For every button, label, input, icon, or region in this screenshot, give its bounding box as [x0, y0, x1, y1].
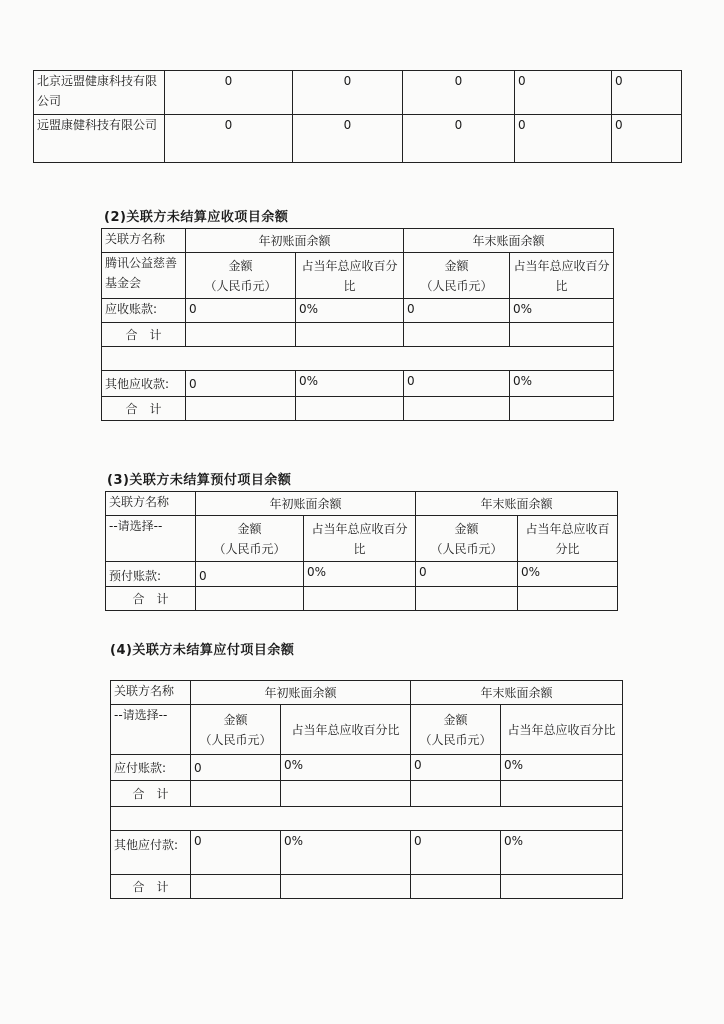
row-label: 其他应付款: — [111, 831, 191, 875]
start-balance-header: 年初账面余额 — [186, 229, 404, 253]
table-header-row — [102, 229, 614, 253]
value-cell: 0 — [404, 299, 510, 323]
table-spacer-row — [102, 347, 614, 371]
payables-table — [110, 680, 623, 899]
total-label: 合 计 — [111, 781, 191, 807]
value-cell — [304, 587, 416, 611]
amount-label: 金额 — [444, 258, 469, 273]
currency-label: （人民币元） — [213, 541, 286, 556]
table-header-row — [106, 492, 618, 516]
amount-header — [416, 516, 518, 562]
table-subheader-row — [102, 253, 614, 299]
start-balance-header: 年初账面余额 — [191, 681, 411, 705]
currency-label: （人民币元） — [199, 732, 272, 747]
value-cell: 0 — [612, 71, 682, 115]
value-cell: 0% — [518, 562, 618, 587]
party-select[interactable]: --请选择-- — [111, 705, 191, 755]
value-cell: 0 — [293, 115, 403, 163]
value-cell: 0 — [186, 371, 296, 397]
prepayments-table — [105, 491, 618, 611]
value-cell: 0 — [293, 71, 403, 115]
value-cell — [296, 397, 404, 421]
end-balance-header: 年末账面余额 — [404, 229, 614, 253]
value-cell: 0 — [191, 831, 281, 875]
value-cell — [518, 587, 618, 611]
value-cell — [411, 781, 501, 807]
total-label: 合 计 — [111, 875, 191, 899]
party-select[interactable]: --请选择-- — [106, 516, 196, 562]
party-name-cell: 远盟康健科技有限公司 — [34, 115, 165, 163]
table-row — [102, 299, 614, 323]
value-cell: 0 — [411, 755, 501, 781]
amount-label: 金额 — [228, 258, 253, 273]
table-row — [34, 71, 682, 115]
table-header-row — [111, 681, 623, 705]
currency-label: （人民币元） — [204, 278, 277, 293]
amount-label: 金额 — [454, 521, 479, 536]
amount-header — [186, 253, 296, 299]
value-cell — [196, 587, 304, 611]
value-cell: 0% — [296, 371, 404, 397]
row-label: 应收账款: — [102, 299, 186, 323]
value-cell: 0% — [304, 562, 416, 587]
value-cell: 0% — [510, 299, 614, 323]
value-cell — [404, 323, 510, 347]
section-title-receivables: (2)关联方未结算应收项目余额 — [104, 210, 289, 225]
value-cell: 0% — [281, 831, 411, 875]
related-party-transactions-table — [33, 70, 682, 163]
amount-header — [191, 705, 281, 755]
party-name-cell: 北京远盟健康科技有限公司 — [34, 71, 165, 115]
table-row — [106, 562, 618, 587]
value-cell: 0% — [501, 831, 623, 875]
value-cell: 0 — [191, 755, 281, 781]
value-cell — [501, 875, 623, 899]
value-cell — [510, 397, 614, 421]
amount-label: 金额 — [443, 712, 468, 727]
party-name-value: 腾讯公益慈善基金会 — [102, 253, 186, 299]
row-label: 应付账款: — [111, 755, 191, 781]
party-name-header: 关联方名称 — [102, 229, 186, 253]
percentage-header: 占当年总应收百分比 — [281, 705, 411, 755]
percentage-header: 占当年总应收百分比 — [304, 516, 416, 562]
value-cell: 0 — [165, 71, 293, 115]
value-cell: 0% — [510, 371, 614, 397]
value-cell — [411, 875, 501, 899]
value-cell: 0% — [296, 299, 404, 323]
table-total-row — [106, 587, 618, 611]
table-subheader-row — [111, 705, 623, 755]
value-cell — [191, 781, 281, 807]
section-title-prepayments: (3)关联方未结算预付项目余额 — [107, 473, 292, 488]
table-row — [34, 115, 682, 163]
percentage-header: 占当年总应收百分比 — [518, 516, 618, 562]
amount-header — [196, 516, 304, 562]
value-cell: 0 — [411, 831, 501, 875]
value-cell — [510, 323, 614, 347]
table-total-row — [111, 781, 623, 807]
total-label: 合 计 — [102, 397, 186, 421]
party-name-header: 关联方名称 — [106, 492, 196, 516]
amount-label: 金额 — [223, 712, 248, 727]
percentage-header: 占当年总应收百分比 — [510, 253, 614, 299]
table-spacer-row — [111, 807, 623, 831]
value-cell: 0 — [186, 299, 296, 323]
start-balance-header: 年初账面余额 — [196, 492, 416, 516]
end-balance-header: 年末账面余额 — [416, 492, 618, 516]
table-row — [111, 831, 623, 875]
currency-label: （人民币元） — [430, 541, 503, 556]
value-cell — [191, 875, 281, 899]
value-cell: 0 — [196, 562, 304, 587]
value-cell: 0 — [515, 71, 612, 115]
value-cell: 0 — [612, 115, 682, 163]
table-row — [111, 755, 623, 781]
value-cell — [404, 397, 510, 421]
value-cell — [501, 781, 623, 807]
value-cell: 0 — [403, 115, 515, 163]
value-cell — [281, 875, 411, 899]
value-cell: 0 — [403, 71, 515, 115]
table-row — [102, 371, 614, 397]
total-label: 合 计 — [106, 587, 196, 611]
table-total-row — [102, 397, 614, 421]
value-cell: 0% — [501, 755, 623, 781]
receivables-table — [101, 228, 614, 421]
value-cell — [296, 323, 404, 347]
total-label: 合 计 — [102, 323, 186, 347]
value-cell — [186, 397, 296, 421]
value-cell — [416, 587, 518, 611]
table-total-row — [111, 875, 623, 899]
amount-label: 金额 — [237, 521, 262, 536]
value-cell — [281, 781, 411, 807]
value-cell: 0 — [515, 115, 612, 163]
percentage-header: 占当年总应收百分比 — [296, 253, 404, 299]
table-total-row — [102, 323, 614, 347]
value-cell: 0% — [281, 755, 411, 781]
end-balance-header: 年末账面余额 — [411, 681, 623, 705]
party-name-header: 关联方名称 — [111, 681, 191, 705]
value-cell: 0 — [404, 371, 510, 397]
currency-label: （人民币元） — [420, 278, 493, 293]
value-cell — [186, 323, 296, 347]
amount-header — [404, 253, 510, 299]
percentage-header: 占当年总应收百分比 — [501, 705, 623, 755]
amount-header — [411, 705, 501, 755]
value-cell: 0 — [416, 562, 518, 587]
currency-label: （人民币元） — [419, 732, 492, 747]
row-label: 其他应收款: — [102, 371, 186, 397]
table-subheader-row — [106, 516, 618, 562]
section-title-payables: (4)关联方未结算应付项目余额 — [110, 643, 295, 658]
row-label: 预付账款: — [106, 562, 196, 587]
value-cell: 0 — [165, 115, 293, 163]
